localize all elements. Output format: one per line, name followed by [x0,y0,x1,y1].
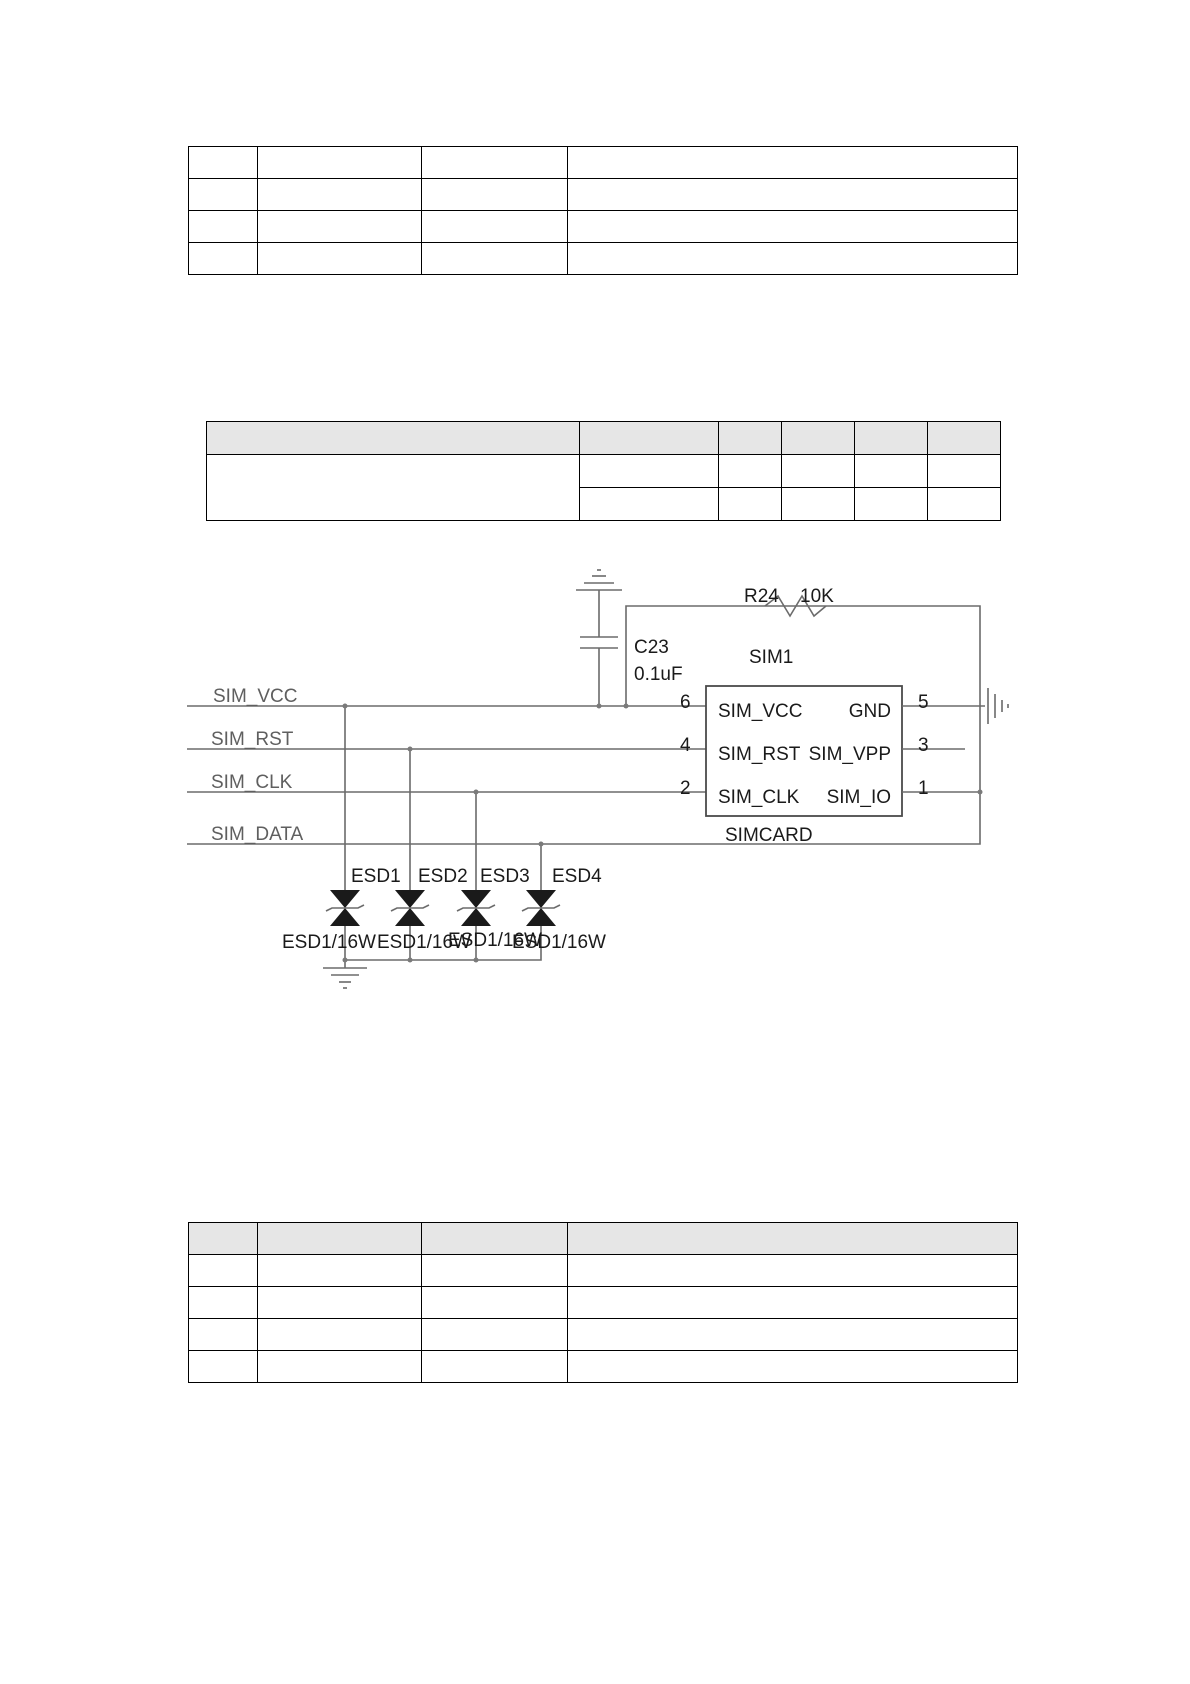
table-cell [189,243,258,275]
table-row [189,1319,1018,1351]
esd2-diode-icon [391,890,429,926]
table-row [207,455,1001,488]
pin-name-sim-vpp: SIM_VPP [808,744,891,765]
header-cell [928,422,1001,455]
net-line-data [187,606,980,844]
pin-number-5: 5 [918,692,929,713]
table-cell [928,488,1001,521]
table-cell [422,1351,568,1383]
esd3-diode-icon [457,890,495,926]
table-header-row [189,1223,1018,1255]
table-cell [568,1255,1018,1287]
spec-table [206,421,1001,521]
table-cell [568,1319,1018,1351]
table-cell [189,1287,258,1319]
esd1-ref-label: ESD1 [351,866,401,887]
pin-number-6: 6 [680,692,691,713]
pin-name-sim-io: SIM_IO [826,787,891,808]
table-cell [855,488,928,521]
table-row [189,179,1018,211]
table-cell [855,455,928,488]
table-cell [422,1287,568,1319]
sim-card-schematic [0,560,1190,1020]
esd1-value-label: ESD1/16W [282,932,376,953]
merged-cell [207,455,580,521]
pin-number-4: 4 [680,735,691,756]
junction-dots [343,704,983,963]
table-cell [422,1255,568,1287]
table-cell [258,1255,422,1287]
pin-name-gnd: GND [848,701,891,722]
table-cell [258,1319,422,1351]
table-cell [258,243,422,275]
table-cell [258,1351,422,1383]
table-header-row [207,422,1001,455]
table-cell [719,455,782,488]
table-cell [568,1287,1018,1319]
table-row [189,1351,1018,1383]
table-cell [782,488,855,521]
header-cell [189,1223,258,1255]
resistor-value-label: 10K [800,586,834,607]
table-cell [258,211,422,243]
table-cell [580,488,719,521]
table-cell [782,455,855,488]
esd2-ref-label: ESD2 [418,866,468,887]
net-label-data: SIM_DATA [211,824,304,845]
header-cell [719,422,782,455]
table-cell [719,488,782,521]
table-cell [568,1351,1018,1383]
esd2-value-label: ESD1/16W [377,932,471,953]
table-cell [258,179,422,211]
esd1-diode-icon [326,890,364,926]
pin-number-1: 1 [918,778,929,799]
header-cell [568,1223,1018,1255]
ground-icon [576,570,622,590]
table-cell [189,1351,258,1383]
table-row [189,1287,1018,1319]
table-cell [568,243,1018,275]
pin-name-sim-clk: SIM_CLK [718,787,800,808]
esd4-diode-icon [522,890,560,926]
net-label-rst: SIM_RST [211,729,294,750]
capacitor-c23 [580,590,618,706]
pin-number-2: 2 [680,778,691,799]
pin-name-sim-vcc: SIM_VCC [718,701,803,722]
connector-ref-label: SIM1 [749,647,794,668]
pin-table-bottom [188,1222,1018,1383]
capacitor-ref-label: C23 [634,637,669,658]
table-cell [568,211,1018,243]
header-cell [258,1223,422,1255]
table-cell [422,179,568,211]
table-row [189,211,1018,243]
esd3-ref-label: ESD3 [480,866,530,887]
pin-name-sim-rst: SIM_RST [718,744,801,765]
resistor-ref-label: R24 [744,586,779,607]
table-cell [258,147,422,179]
esd4-value-label: ESD1/16W [512,932,606,953]
ground-icon [323,968,367,988]
pin-table-top [188,146,1018,275]
header-cell [580,422,719,455]
table-cell [189,179,258,211]
header-cell [855,422,928,455]
esd3-value-label: ESD1/16W [448,930,542,951]
table-cell [580,455,719,488]
net-label-clk: SIM_CLK [211,772,293,793]
table-cell [422,211,568,243]
table-cell [189,1255,258,1287]
table-cell [422,147,568,179]
table-row [189,1255,1018,1287]
table-cell [189,147,258,179]
table-cell [189,211,258,243]
table-row [189,147,1018,179]
table-cell [189,1319,258,1351]
pin-number-3: 3 [918,735,929,756]
table-cell [422,1319,568,1351]
net-label-vcc: SIM_VCC [213,686,298,707]
connector-part-label: SIMCARD [725,825,813,846]
capacitor-value-label: 0.1uF [634,664,683,685]
esd4-ref-label: ESD4 [552,866,602,887]
table-cell [258,1287,422,1319]
header-cell [422,1223,568,1255]
header-cell [782,422,855,455]
table-row [189,243,1018,275]
table-cell [568,147,1018,179]
table-cell [568,179,1018,211]
chassis-ground-icon [988,688,1008,724]
table-cell [422,243,568,275]
header-cell [207,422,580,455]
table-cell [928,455,1001,488]
